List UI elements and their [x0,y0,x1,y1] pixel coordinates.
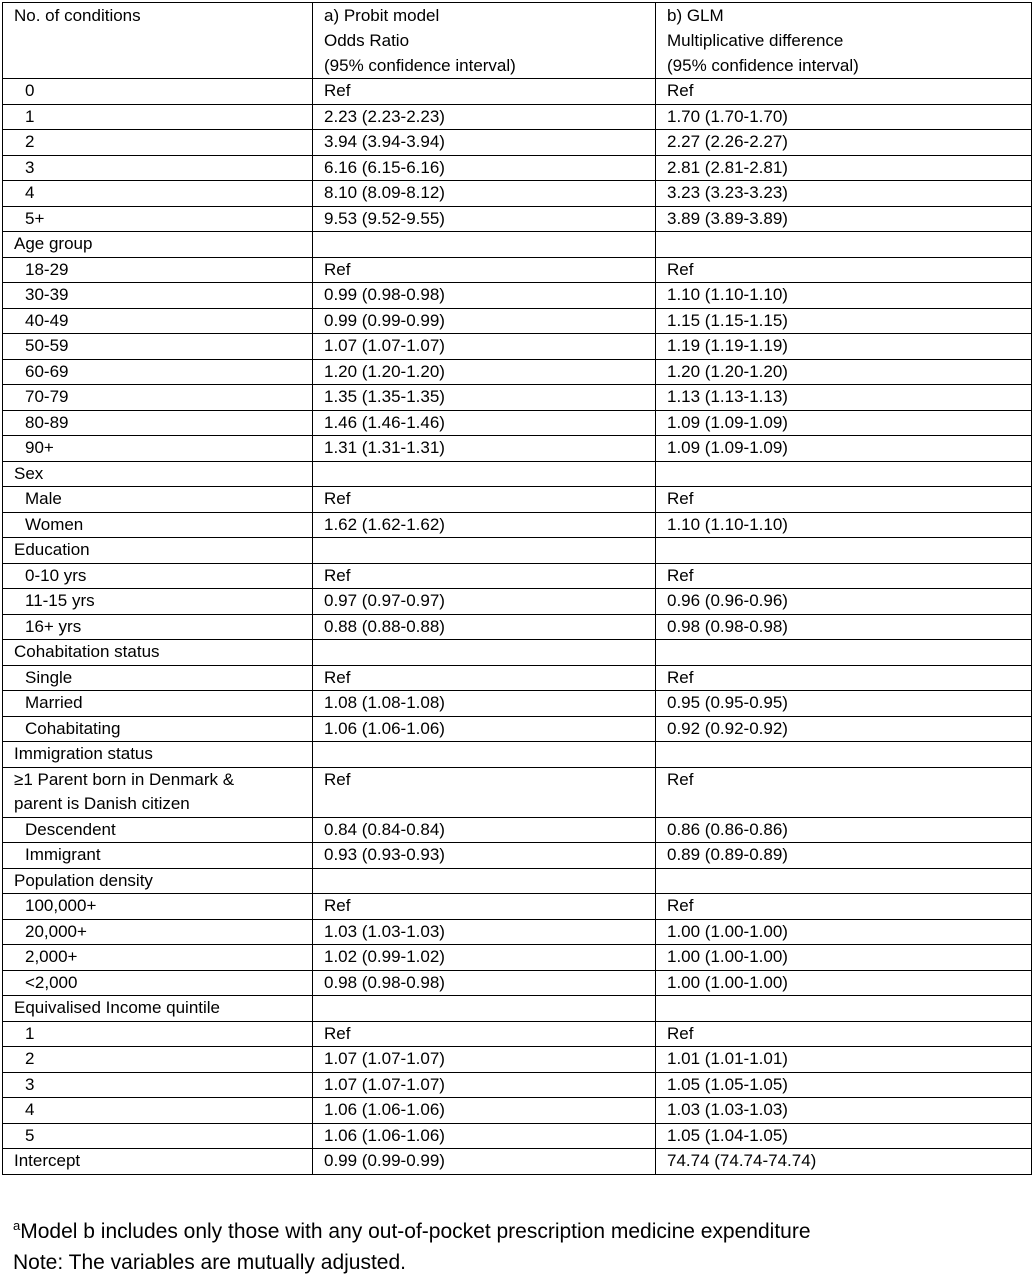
row-label: Age group [14,234,93,253]
glm-value-cell: 0.95 (0.95-0.95) [656,691,1032,717]
probit-value-cell: 9.53 (9.52-9.55) [313,206,656,232]
probit-value-cell: 1.46 (1.46-1.46) [313,410,656,436]
row-label-cell [3,817,313,843]
row-label-cell [3,308,313,334]
row-label: 40-49 [25,310,69,330]
probit-value-cell: 0.84 (0.84-0.84) [313,817,656,843]
footnotes [13,1216,811,1278]
table-row [3,894,1032,920]
row-label: 2 [25,1049,35,1068]
table-row [3,996,1032,1022]
row-label: 4 [25,1100,35,1119]
glm-value-cell: 1.15 (1.15-1.15) [656,308,1032,334]
row-label: Descendent [25,819,116,839]
glm-value-cell: Ref [656,665,1032,691]
row-label: 60-69 [25,361,69,381]
regression-results-table [2,2,1032,1175]
row-label-cell [3,538,313,564]
probit-value-cell [313,461,656,487]
table-row [3,538,1032,564]
table-row [3,1047,1032,1073]
row-label: Single [25,667,73,687]
row-label: 80-89 [25,412,69,432]
row-label: 70-79 [25,387,69,406]
table-row [3,79,1032,105]
footnote-note: Note: The variables are mutually adjusted. [13,1251,406,1274]
probit-value-cell: 1.31 (1.31-1.31) [313,436,656,462]
row-label: <2,000 [25,972,78,992]
glm-value-cell: Ref [656,257,1032,283]
table-row [3,614,1032,640]
row-label-cell [3,283,313,309]
probit-value-cell: 1.06 (1.06-1.06) [313,1098,656,1124]
row-label: 5+ [25,208,45,228]
glm-value-cell [656,868,1032,894]
glm-value-cell: 1.09 (1.09-1.09) [656,410,1032,436]
row-label: 3 [25,1074,35,1094]
row-label-cell [3,996,313,1022]
row-label-cell [3,487,313,513]
glm-value-cell [656,996,1032,1022]
row-label: Immigrant [25,845,101,864]
glm-value-cell: 1.00 (1.00-1.00) [656,919,1032,945]
probit-value-cell: Ref [313,894,656,920]
table-header-row [3,3,1032,79]
table-row [3,232,1032,258]
probit-value-cell: 1.06 (1.06-1.06) [313,1123,656,1149]
glm-value-cell: 1.13 (1.13-1.13) [656,385,1032,411]
row-label: 100,000+ [25,896,97,915]
glm-value-cell [656,461,1032,487]
header-probit-model [313,3,656,79]
table-row [3,563,1032,589]
row-label-cell [3,563,313,589]
table-row [3,919,1032,945]
probit-value-cell: 0.99 (0.99-0.99) [313,308,656,334]
row-label-cell [3,843,313,869]
glm-value-cell: 1.19 (1.19-1.19) [656,334,1032,360]
glm-value-cell [656,232,1032,258]
probit-value-cell: 8.10 (8.09-8.12) [313,181,656,207]
glm-value-cell: 1.03 (1.03-1.03) [656,1098,1032,1124]
row-label: Equivalised Income quintile [14,998,221,1017]
row-label-cell [3,1123,313,1149]
probit-value-cell [313,640,656,666]
probit-value-cell: 1.06 (1.06-1.06) [313,716,656,742]
table-row [3,283,1032,309]
row-label: 90+ [25,438,54,457]
probit-value-cell: 0.99 (0.98-0.98) [313,283,656,309]
probit-value-cell: Ref [313,257,656,283]
row-label: 18-29 [25,259,69,279]
row-label-cell [3,512,313,538]
glm-value-cell: Ref [656,767,1032,817]
table-row [3,206,1032,232]
table-row [3,843,1032,869]
glm-value-cell: 1.20 (1.20-1.20) [656,359,1032,385]
table-row [3,589,1032,615]
header-glm [656,3,1032,79]
glm-value-cell [656,538,1032,564]
probit-value-cell: 2.23 (2.23-2.23) [313,104,656,130]
row-label-cell [3,945,313,971]
glm-value-cell: 1.70 (1.70-1.70) [656,104,1032,130]
row-label-cell [3,614,313,640]
probit-value-cell: 1.07 (1.07-1.07) [313,1047,656,1073]
row-label-cell [3,104,313,130]
probit-value-cell [313,742,656,768]
table-row [3,716,1032,742]
glm-value-cell: 0.92 (0.92-0.92) [656,716,1032,742]
table-row [3,665,1032,691]
row-label: 30-39 [25,285,69,304]
row-label-continued: parent is Danish citizen [14,794,190,813]
row-label: Cohabitation status [14,642,160,661]
header-conditions [3,3,313,79]
probit-value-cell: 0.93 (0.93-0.93) [313,843,656,869]
row-label-cell [3,919,313,945]
glm-value-cell: 0.96 (0.96-0.96) [656,589,1032,615]
glm-value-cell: 3.23 (3.23-3.23) [656,181,1032,207]
row-label: Women [25,514,84,534]
row-label: Married [25,693,83,712]
table-row [3,155,1032,181]
glm-value-cell: 1.10 (1.10-1.10) [656,512,1032,538]
probit-value-cell: 1.20 (1.20-1.20) [313,359,656,385]
probit-value-cell: 1.03 (1.03-1.03) [313,919,656,945]
probit-value-cell: 1.07 (1.07-1.07) [313,334,656,360]
row-label-cell [3,130,313,156]
row-label-cell [3,640,313,666]
glm-value-cell: Ref [656,894,1032,920]
row-label-cell [3,232,313,258]
row-label-cell [3,206,313,232]
table-row [3,970,1032,996]
row-label: Education [14,540,90,559]
glm-value-cell: 1.00 (1.00-1.00) [656,970,1032,996]
table-row [3,181,1032,207]
table-row [3,868,1032,894]
row-label: Sex [14,463,44,483]
header-col3-line3: (95% confidence interval) [667,56,859,75]
row-label: 3 [25,157,35,177]
header-col3-line2: Multiplicative difference [667,31,844,50]
table-row [3,1149,1032,1175]
table-row [3,1098,1032,1124]
row-label-cell [3,894,313,920]
row-label-cell [3,970,313,996]
row-label: Cohabitating [25,718,121,738]
probit-value-cell: Ref [313,563,656,589]
row-label: 1 [25,1023,35,1043]
probit-value-cell [313,868,656,894]
row-label-cell [3,1021,313,1047]
probit-value-cell: 0.88 (0.88-0.88) [313,614,656,640]
glm-value-cell: 1.05 (1.04-1.05) [656,1123,1032,1149]
row-label-cell [3,716,313,742]
probit-value-cell: 1.08 (1.08-1.08) [313,691,656,717]
glm-value-cell: Ref [656,563,1032,589]
row-label: 20,000+ [25,921,87,941]
row-label-cell [3,410,313,436]
table-row [3,436,1032,462]
glm-value-cell [656,742,1032,768]
probit-value-cell: Ref [313,79,656,105]
row-label-cell [3,767,313,817]
probit-value-cell: 0.98 (0.98-0.98) [313,970,656,996]
header-col3-line1: b) GLM [667,6,724,25]
row-label-cell [3,79,313,105]
table-row [3,104,1032,130]
probit-value-cell [313,232,656,258]
row-label: 11-15 yrs [25,591,95,610]
table-row [3,1021,1032,1047]
table-row [3,461,1032,487]
row-label-cell [3,665,313,691]
table-row [3,767,1032,817]
glm-value-cell [656,640,1032,666]
glm-value-cell: 1.00 (1.00-1.00) [656,945,1032,971]
probit-value-cell: 1.62 (1.62-1.62) [313,512,656,538]
glm-value-cell: 1.01 (1.01-1.01) [656,1047,1032,1073]
probit-value-cell: Ref [313,487,656,513]
probit-value-cell: Ref [313,1021,656,1047]
row-label: Immigration status [14,744,153,763]
probit-value-cell: Ref [313,767,656,817]
probit-value-cell: 1.07 (1.07-1.07) [313,1072,656,1098]
row-label: Male [25,489,62,508]
glm-value-cell: 1.05 (1.05-1.05) [656,1072,1032,1098]
row-label-cell [3,1149,313,1175]
row-label: 2,000+ [25,947,78,966]
probit-value-cell: 6.16 (6.15-6.16) [313,155,656,181]
probit-value-cell: Ref [313,665,656,691]
row-label: 5 [25,1125,35,1145]
footnote-a-text: Model b includes only those with any out-of-pocket prescription medicine expenditure [20,1220,811,1243]
row-label-cell [3,742,313,768]
row-label-cell [3,155,313,181]
table-row [3,817,1032,843]
header-col1-text: No. of conditions [14,6,141,25]
row-label-cell [3,436,313,462]
glm-value-cell: 1.10 (1.10-1.10) [656,283,1032,309]
glm-value-cell: 3.89 (3.89-3.89) [656,206,1032,232]
table-row [3,1123,1032,1149]
row-label-cell [3,691,313,717]
row-label: ≥1 Parent born in Denmark & [14,769,235,789]
probit-value-cell: 1.35 (1.35-1.35) [313,385,656,411]
row-label-cell [3,257,313,283]
table-row [3,512,1032,538]
header-col2-line1: a) Probit model [324,6,440,25]
glm-value-cell: 74.74 (74.74-74.74) [656,1149,1032,1175]
glm-value-cell: 1.09 (1.09-1.09) [656,436,1032,462]
table-row [3,257,1032,283]
table-row [3,385,1032,411]
row-label: Intercept [14,1151,81,1170]
table-row [3,945,1032,971]
probit-value-cell: 0.97 (0.97-0.97) [313,589,656,615]
row-label-cell [3,1047,313,1073]
row-label-cell [3,1098,313,1124]
header-col2-line2: Odds Ratio [324,31,410,50]
glm-value-cell: Ref [656,487,1032,513]
table-row [3,640,1032,666]
table-row [3,410,1032,436]
footnote-a [13,1216,811,1247]
table-row [3,691,1032,717]
table-row [3,1072,1032,1098]
row-label: 4 [25,183,35,202]
row-label: 0-10 yrs [25,565,87,585]
table-row [3,308,1032,334]
probit-value-cell [313,996,656,1022]
probit-value-cell [313,538,656,564]
footnote-a-marker: a [13,1218,21,1233]
table-row [3,130,1032,156]
header-col2-line3: (95% confidence interval) [324,56,516,75]
table-row [3,487,1032,513]
glm-value-cell: Ref [656,1021,1032,1047]
row-label-cell [3,385,313,411]
glm-value-cell: Ref [656,79,1032,105]
row-label-cell [3,359,313,385]
table-row [3,742,1032,768]
row-label-cell [3,334,313,360]
probit-value-cell: 3.94 (3.94-3.94) [313,130,656,156]
table-row [3,334,1032,360]
row-label: 0 [25,81,35,100]
glm-value-cell: 0.89 (0.89-0.89) [656,843,1032,869]
row-label: 50-59 [25,336,69,355]
glm-value-cell: 0.86 (0.86-0.86) [656,817,1032,843]
row-label-cell [3,181,313,207]
glm-value-cell: 0.98 (0.98-0.98) [656,614,1032,640]
glm-value-cell: 2.81 (2.81-2.81) [656,155,1032,181]
row-label: 2 [25,132,35,151]
table-row [3,359,1032,385]
glm-value-cell: 2.27 (2.26-2.27) [656,130,1032,156]
row-label-cell [3,461,313,487]
probit-value-cell: 1.02 (0.99-1.02) [313,945,656,971]
row-label-cell [3,589,313,615]
row-label: 16+ yrs [25,616,82,636]
row-label-cell [3,1072,313,1098]
row-label: 1 [25,106,35,126]
row-label-cell [3,868,313,894]
probit-value-cell: 0.99 (0.99-0.99) [313,1149,656,1175]
row-label: Population density [14,870,153,890]
